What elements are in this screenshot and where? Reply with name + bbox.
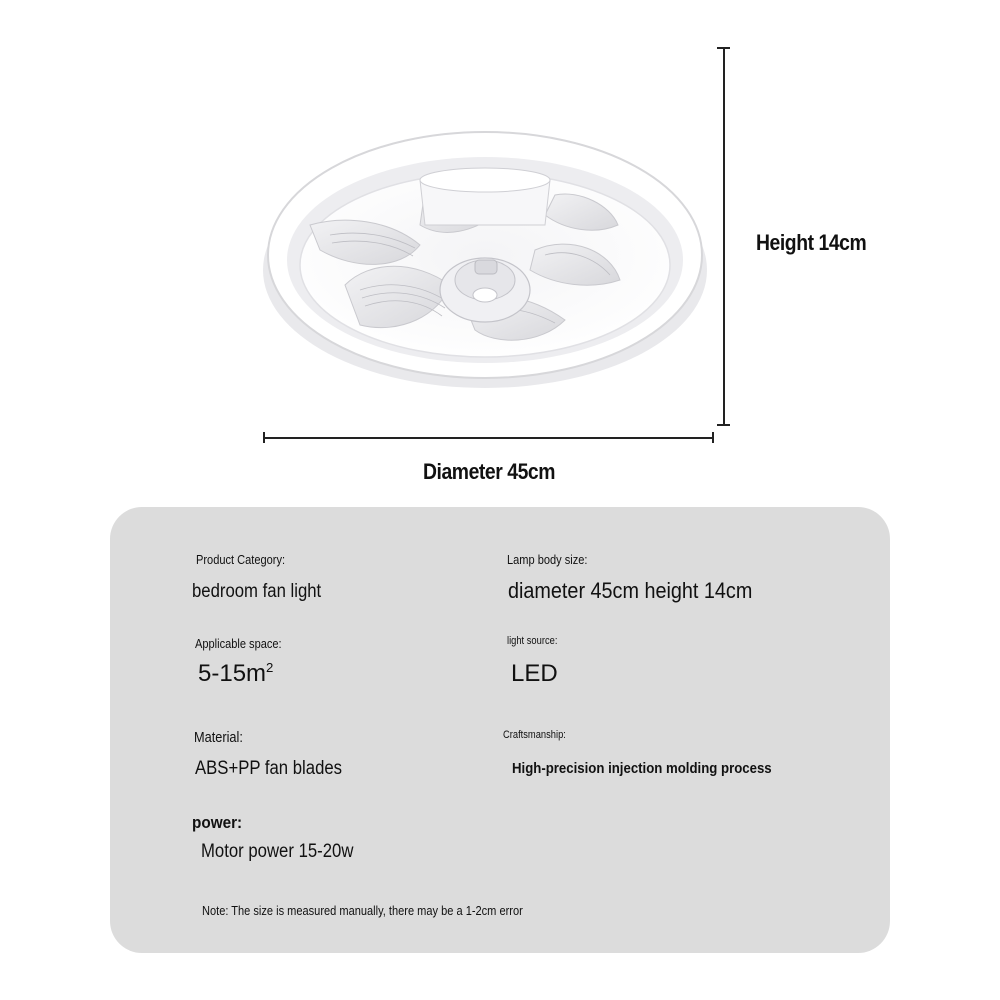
product-category-value: bedroom fan light: [192, 581, 322, 602]
height-dimension-tick-bottom: [717, 424, 730, 426]
height-dimension-line: [723, 47, 725, 425]
measurement-note: Note: The size is measured manually, there may be a 1-2cm error: [202, 903, 523, 918]
product-category-label: Product Category:: [196, 552, 286, 567]
applicable-space-value: $5-15m^2$: [198, 660, 274, 687]
power-value: Motor power 15-20w: [201, 841, 354, 862]
lamp-body-size-label: Lamp body size:: [507, 552, 588, 567]
power-label: power:: [192, 813, 243, 832]
diameter-label: Diameter 45cm: [423, 459, 556, 484]
light-source-value: LED: [511, 660, 558, 687]
material-label: Material:: [194, 729, 243, 746]
height-dimension-tick-top: [717, 47, 730, 49]
light-source-label: light source:: [507, 635, 558, 647]
ceiling-fan-light-image: [250, 120, 720, 395]
craftsmanship-label: Craftsmanship:: [503, 729, 566, 741]
height-label: Height 14cm: [756, 230, 867, 255]
craftsmanship-value: High-precision injection molding process: [512, 760, 772, 777]
applicable-space-label: Applicable space:: [195, 636, 282, 651]
diameter-dimension-tick-left: [263, 432, 265, 443]
material-value: ABS+PP fan blades: [195, 758, 343, 779]
lamp-body-size-value: diameter 45cm height 14cm: [508, 578, 753, 603]
diameter-dimension-line: [263, 437, 713, 439]
diameter-dimension-tick-right: [712, 432, 714, 443]
